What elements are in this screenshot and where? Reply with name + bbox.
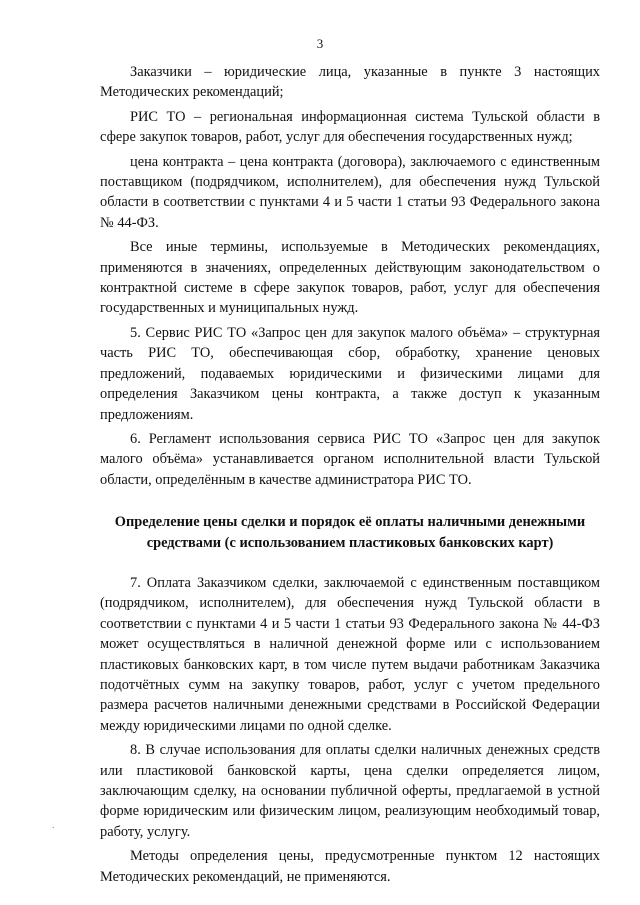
margin-mark: .	[52, 820, 55, 831]
paragraph-price-methods: Методы определения цены, предусмотренные пунктом 12 настоящих Методических рекомендаций, не применяются.	[100, 848, 600, 885]
paragraph-item-8: 8. В случае использования для оплаты сделки наличных денежных средств или пластиковой банковской карты, цена сделки определяется лицом, заключающим сделку, на основании публичной оферты, предлагаемой в устной форме юридическим или физическим лицом, реализующим необходимый товар, работу, услугу.	[100, 742, 600, 840]
paragraph-item-6: 6. Регламент использования сервиса РИС ТО «Запрос цен для закупок малого объёма» устанавливается органом исполнительной власти Тульской области, определённым в качестве администратора РИС ТО.	[100, 430, 600, 488]
paragraph-item-7: 7. Оплата Заказчиком сделки, заключаемой с единственным поставщиком (подрядчиком, исполнителем), для обеспечения нужд Тульской области в соответствии с пунктами 4 и 5 части 1 статьи 93 Федерального закона № 44-ФЗ может осуществляться в наличной денежной форме или с использованием пластиковых банковских карт, в том числе путем выдачи работникам Заказчика подотчётных сумм на закупку товаров, работ, услуг с учетом предельного размера расчетов наличными денежными средствами в Российской Федерации между юридическими лицами по одной сделке.	[100, 574, 600, 734]
page-number: 3	[316, 36, 324, 51]
paragraph-definition-customers: Заказчики – юридические лица, указанные в пункте 3 настоящих Методических рекомендаций;	[100, 64, 600, 101]
document-body	[100, 62, 600, 887]
paragraph-definition-contract-price: цена контракта – цена контракта (договора), заключаемого с единственным поставщиком (подрядчиком, исполнителем), для обеспечения нужд Тульской области в соответствии с пунктами 4 и 5 части 1 статьи 93 Федерального закона № 44-ФЗ.	[100, 153, 600, 231]
paragraph-definition-ris-to: РИС ТО – региональная информационная система Тульской области в сфере закупок товаров, работ, услуг для обеспечения государственных нужд;	[100, 108, 600, 146]
paragraph-other-terms: Все иные термины, используемые в Методических рекомендациях, применяются в значениях, определенных действующим законодательством о контрактной системе в сфере закупок товаров, работ, услуг для обеспечения государственных и муниципальных нужд.	[100, 239, 600, 317]
section-heading: Определение цены сделки и порядок её оплаты наличными денежными средствами (с использованием пластиковых банковских карт)	[114, 514, 586, 551]
paragraph-item-5: 5. Сервис РИС ТО «Запрос цен для закупок малого объёма» – структурная часть РИС ТО, обеспечивающая сбор, обработку, хранение ценовых предложений, подаваемых юридическими и физическими лицами для определения Заказчиком цены контракта, а также доступ к указанным предложениям.	[100, 324, 600, 423]
